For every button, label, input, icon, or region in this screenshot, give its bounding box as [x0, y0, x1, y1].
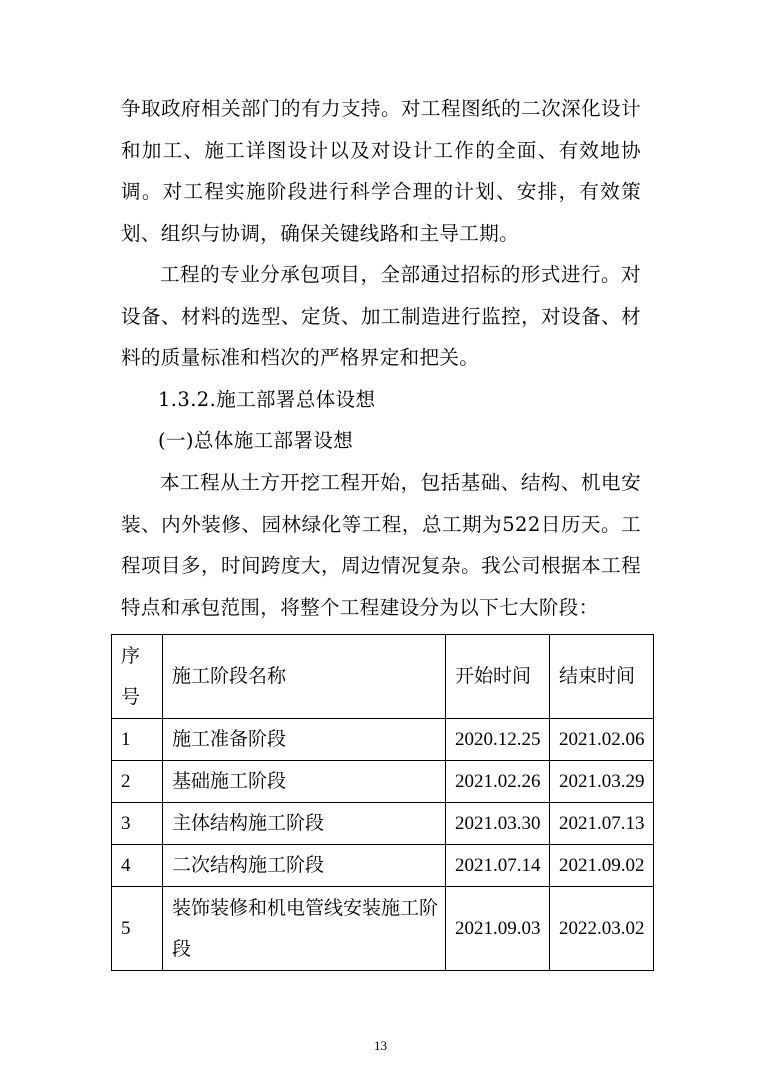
cell-stage-name: 施工准备阶段 [163, 719, 446, 761]
header-stage-name: 施工阶段名称 [163, 635, 446, 719]
cell-stage-name: 二次结构施工阶段 [163, 845, 446, 887]
table-row [112, 761, 654, 803]
cell-start-date: 2020.12.25 [446, 719, 550, 761]
cell-seq: 5 [112, 887, 163, 971]
cell-start-date: 2021.07.14 [446, 845, 550, 887]
table-row [112, 845, 654, 887]
cell-seq: 2 [112, 761, 163, 803]
paragraph-project-overview: 本工程从土方开挖工程开始，包括基础、结构、机电安装、内外装修、园林绿化等工程，总工期为522日历天。工程项目多，时间跨度大，周边情况复杂。我公司根据本工程特点和承包范围，将整个工程建设分为以下七大阶段： [121, 471, 641, 619]
cell-end-date: 2021.02.06 [550, 719, 654, 761]
cell-start-date: 2021.02.26 [446, 761, 550, 803]
cell-stage-name: 装饰装修和机电管线安装施工阶段 [163, 887, 446, 971]
table-row [112, 803, 654, 845]
table-header-row [112, 635, 654, 719]
paragraph-subcontracting: 工程的专业分承包项目，全部通过招标的形式进行。对设备、材料的选型、定货、加工制造进行监控，对设备、材料的质量标准和档次的严格界定和把关。 [121, 263, 641, 369]
cell-end-date: 2021.03.29 [550, 761, 654, 803]
cell-seq: 3 [112, 803, 163, 845]
table-row [112, 719, 654, 761]
paragraph-support-coordination: 争取政府相关部门的有力支持。对工程图纸的二次深化设计和加工、施工详图设计以及对设计工作的全面、有效地协调。对工程实施阶段进行科学合理的计划、安排，有效策划、组织与协调，确保关键线路和主导工期。 [121, 97, 641, 245]
table-row [112, 887, 654, 971]
construction-stages-table [111, 634, 654, 971]
cell-stage-name: 基础施工阶段 [163, 761, 446, 803]
subsection-heading-overall-deployment: (一)总体施工部署设想 [158, 429, 354, 452]
page-number: 13 [374, 1038, 387, 1053]
cell-start-date: 2021.03.30 [446, 803, 550, 845]
cell-end-date: 2021.07.13 [550, 803, 654, 845]
cell-seq: 1 [112, 719, 163, 761]
cell-end-date: 2022.03.02 [550, 887, 654, 971]
cell-end-date: 2021.09.02 [550, 845, 654, 887]
header-start-time: 开始时间 [446, 635, 550, 719]
header-seq: 序号 [112, 635, 163, 719]
cell-seq: 4 [112, 845, 163, 887]
cell-start-date: 2021.09.03 [446, 887, 550, 971]
header-end-time: 结束时间 [550, 635, 654, 719]
cell-stage-name: 主体结构施工阶段 [163, 803, 446, 845]
section-heading-1-3-2: 1.3.2.施工部署总体设想 [158, 388, 376, 411]
